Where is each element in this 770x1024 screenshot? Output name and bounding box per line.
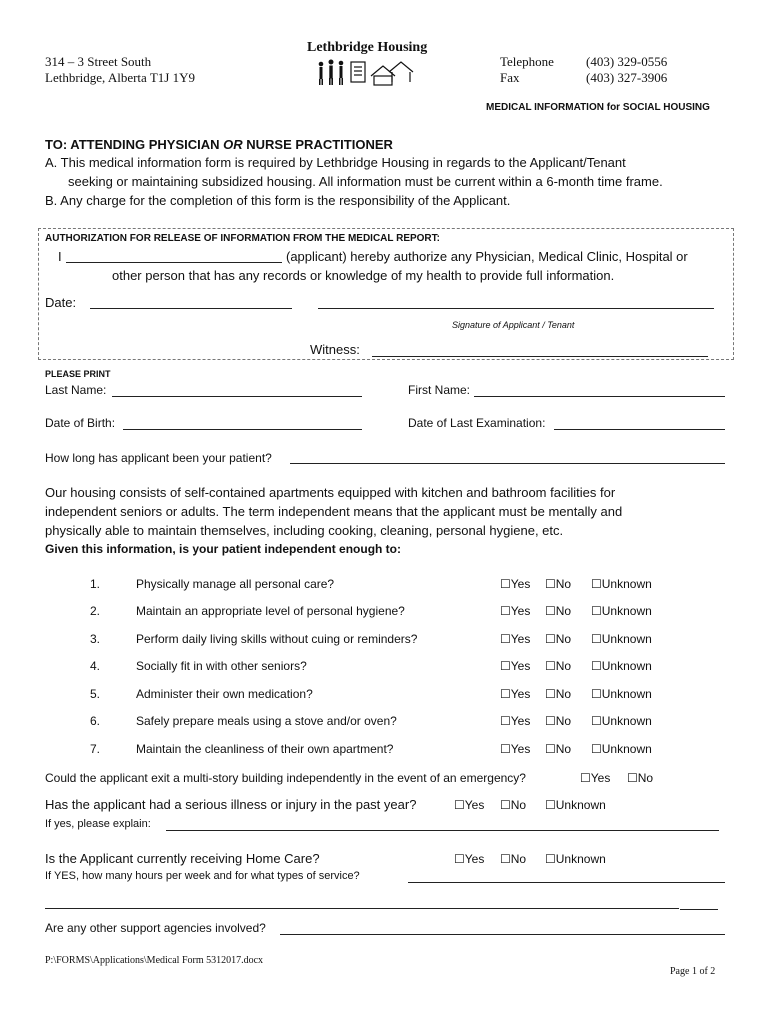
form-title: MEDICAL INFORMATION for SOCIAL HOUSING <box>486 102 710 113</box>
witness-label: Witness: <box>310 342 360 357</box>
illness-unknown-checkbox[interactable]: ☐Unknown <box>545 798 606 812</box>
if-yes-explain-label: If yes, please explain: <box>45 818 151 830</box>
logo-text: Lethbridge Housing <box>307 40 428 55</box>
home-care-no-checkbox[interactable]: ☐No <box>500 852 527 866</box>
illness-yes-checkbox[interactable]: ☐Yes <box>454 798 485 812</box>
file-path: P:\FORMS\Applications\Medical Form 5312017.docx <box>45 955 264 966</box>
question-text: Maintain the cleanliness of their own apartment? <box>136 742 394 756</box>
address-line-2: Lethbridge, Alberta T1J 1Y9 <box>45 70 195 85</box>
yes-checkbox[interactable]: ☐Yes <box>500 714 531 728</box>
logo <box>305 40 428 90</box>
how-long-field[interactable] <box>290 463 725 464</box>
authorization-line-1: (applicant) hereby authorize any Physician, Medical Clinic, Hospital or <box>286 249 688 264</box>
i-label: I <box>58 249 62 264</box>
given-info-line: Given this information, is your patient independent enough to: <box>45 542 402 556</box>
housing-para-line-2: independent seniors or adults. The term independent means that the applicant must be mentally and <box>45 504 623 519</box>
address-line-1: 314 – 3 Street South <box>45 54 152 69</box>
housing-para-line-1: Our housing consists of self-contained apartments equipped with kitchen and bathroom facilities for <box>45 485 616 500</box>
dob-label: Date of Birth: <box>45 416 116 430</box>
no-checkbox[interactable]: ☐No <box>545 632 572 646</box>
illness-no-checkbox[interactable]: ☐No <box>500 798 527 812</box>
no-checkbox[interactable]: ☐No <box>545 604 572 618</box>
date-field[interactable] <box>90 308 292 309</box>
telephone-value: (403) 329-0556 <box>586 54 668 69</box>
authorization-line-2: other person that has any records or knowledge of my health to provide full information. <box>112 268 615 283</box>
question-number: 5. <box>90 687 101 701</box>
question-number: 4. <box>90 659 101 673</box>
yes-checkbox[interactable]: ☐Yes <box>500 632 531 646</box>
question-number: 7. <box>90 742 101 756</box>
witness-field[interactable] <box>372 356 708 357</box>
home-care-yes-checkbox[interactable]: ☐Yes <box>454 852 485 866</box>
how-long-label: How long has applicant been your patient? <box>45 451 272 465</box>
signature-field[interactable] <box>318 308 714 309</box>
unknown-checkbox[interactable]: ☐Unknown <box>591 577 652 591</box>
unknown-checkbox[interactable]: ☐Unknown <box>591 604 652 618</box>
services-field-tail[interactable] <box>680 909 718 910</box>
question-text: Socially fit in with other seniors? <box>136 659 307 673</box>
exit-question: Could the applicant exit a multi-story building independently in the event of an emergency? <box>45 771 526 785</box>
first-name-label: First Name: <box>408 383 471 397</box>
explain-field[interactable] <box>166 830 719 831</box>
housing-para-line-3: physically able to maintain themselves, including cooking, cleaning, personal hygiene, etc. <box>45 523 564 538</box>
no-checkbox[interactable]: ☐No <box>545 687 572 701</box>
please-print: PLEASE PRINT <box>45 369 111 379</box>
exit-no-checkbox[interactable]: ☐No <box>627 771 654 785</box>
support-agencies-field[interactable] <box>280 934 725 935</box>
yes-checkbox[interactable]: ☐Yes <box>500 742 531 756</box>
housing-logo-icon <box>313 58 423 88</box>
last-name-label: Last Name: <box>45 383 107 397</box>
support-agencies-label: Are any other support agencies involved? <box>45 921 266 935</box>
authorization-box <box>38 228 734 360</box>
last-exam-label: Date of Last Examination: <box>408 416 546 430</box>
yes-checkbox[interactable]: ☐Yes <box>500 604 531 618</box>
services-field-line[interactable] <box>45 908 679 909</box>
fax-label: Fax <box>500 70 520 85</box>
question-number: 3. <box>90 632 101 646</box>
item-a-line-1: A. This medical information form is required by Lethbridge Housing in regards to the Applicant/Tenant <box>45 155 626 170</box>
first-name-field[interactable] <box>474 396 725 397</box>
page-number: Page 1 of 2 <box>670 966 716 977</box>
question-text: Administer their own medication? <box>136 687 313 701</box>
item-b: B. Any charge for the completion of this form is the responsibility of the Applicant. <box>45 193 511 208</box>
to-heading: TO: ATTENDING PHYSICIAN OR NURSE PRACTITIONER <box>45 137 393 152</box>
item-a-line-2: seeking or maintaining subsidized housing. All information must be current within a 6-month time frame. <box>68 174 663 189</box>
serious-illness-question: Has the applicant had a serious illness or injury in the past year? <box>45 797 417 812</box>
home-care-question: Is the Applicant currently receiving Home Care? <box>45 851 320 866</box>
unknown-checkbox[interactable]: ☐Unknown <box>591 687 652 701</box>
unknown-checkbox[interactable]: ☐Unknown <box>591 714 652 728</box>
telephone-label: Telephone <box>500 54 554 69</box>
question-text: Maintain an appropriate level of personal hygiene? <box>136 604 405 618</box>
home-care-unknown-checkbox[interactable]: ☐Unknown <box>545 852 606 866</box>
last-exam-field[interactable] <box>554 429 725 430</box>
yes-checkbox[interactable]: ☐Yes <box>500 577 531 591</box>
fax-value: (403) 327-3906 <box>586 70 668 85</box>
no-checkbox[interactable]: ☐No <box>545 577 572 591</box>
unknown-checkbox[interactable]: ☐Unknown <box>591 659 652 673</box>
applicant-name-field[interactable] <box>66 262 282 263</box>
hours-per-week-label: If YES, how many hours per week and for what types of service? <box>45 870 360 882</box>
yes-checkbox[interactable]: ☐Yes <box>500 659 531 673</box>
unknown-checkbox[interactable]: ☐Unknown <box>591 742 652 756</box>
question-text: Safely prepare meals using a stove and/or oven? <box>136 714 397 728</box>
exit-yes-checkbox[interactable]: ☐Yes <box>580 771 611 785</box>
hours-per-week-field[interactable] <box>408 882 725 883</box>
question-number: 1. <box>90 577 101 591</box>
last-name-field[interactable] <box>112 396 362 397</box>
question-text: Perform daily living skills without cuing or reminders? <box>136 632 418 646</box>
no-checkbox[interactable]: ☐No <box>545 659 572 673</box>
unknown-checkbox[interactable]: ☐Unknown <box>591 632 652 646</box>
yes-checkbox[interactable]: ☐Yes <box>500 687 531 701</box>
authorization-title: AUTHORIZATION FOR RELEASE OF INFORMATION FROM THE MEDICAL REPORT: <box>45 233 440 244</box>
question-text: Physically manage all personal care? <box>136 577 335 591</box>
no-checkbox[interactable]: ☐No <box>545 714 572 728</box>
dob-field[interactable] <box>123 429 362 430</box>
signature-caption: Signature of Applicant / Tenant <box>452 320 575 330</box>
question-number: 6. <box>90 714 101 728</box>
date-label: Date: <box>45 295 77 310</box>
no-checkbox[interactable]: ☐No <box>545 742 572 756</box>
question-number: 2. <box>90 604 101 618</box>
